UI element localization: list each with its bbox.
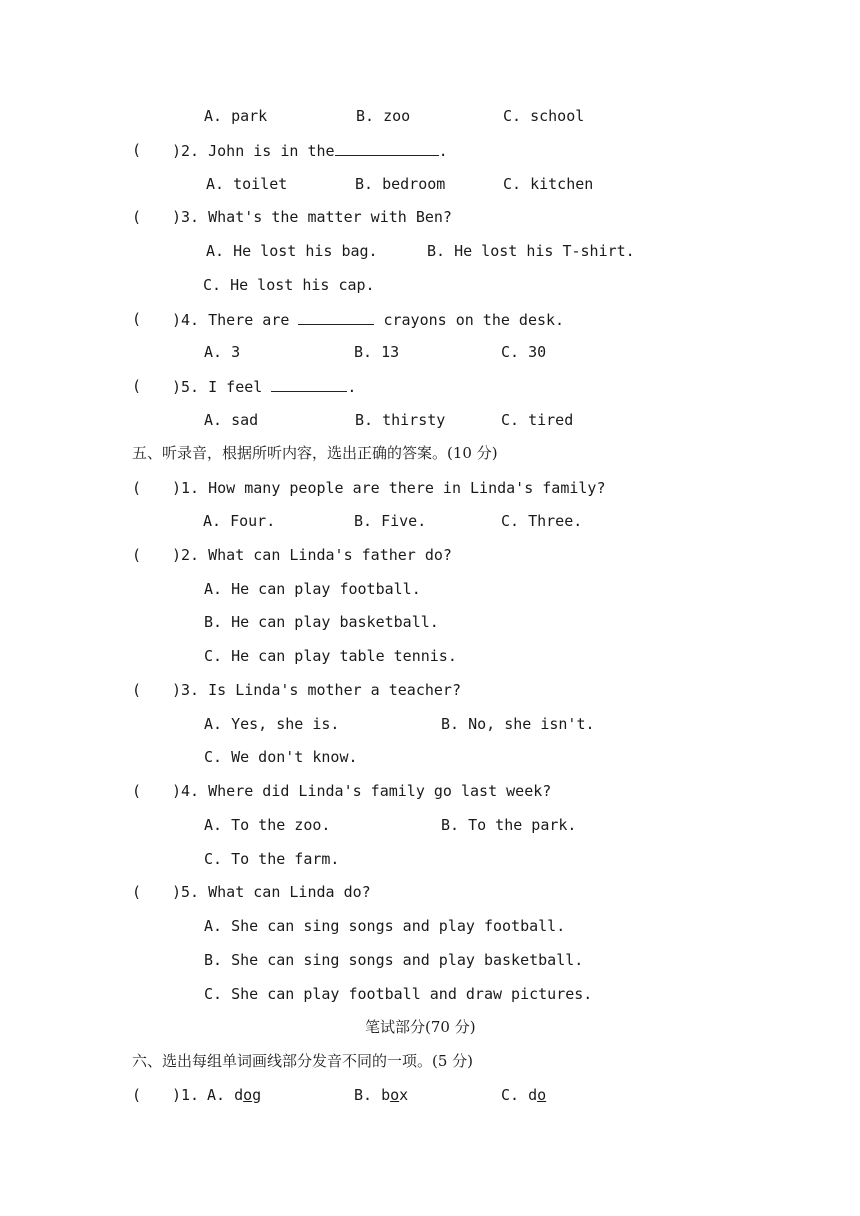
option-a: A. park xyxy=(204,107,268,125)
answer-paren: ( xyxy=(132,782,142,800)
answer-paren: ( xyxy=(132,883,142,901)
question-text: )2. What can Linda's father do? xyxy=(172,546,452,564)
option-c: C. He lost his cap. xyxy=(203,276,375,294)
question-number: )1. xyxy=(172,1086,200,1104)
question-text: )3. Is Linda's mother a teacher? xyxy=(172,681,461,699)
fill-blank[interactable] xyxy=(271,377,347,392)
question-text: )1. How many people are there in Linda's family? xyxy=(172,479,606,497)
option-c: C. kitchen xyxy=(503,175,594,193)
option-c: C. 30 xyxy=(501,343,547,361)
question-text: )4. Where did Linda's family go last week? xyxy=(172,782,552,800)
answer-paren: ( xyxy=(132,681,142,699)
option-b: B. zoo xyxy=(356,107,411,125)
option-a: A. sad xyxy=(204,411,259,429)
section-heading: 六、选出每组单词画线部分发音不同的一项。(5 分) xyxy=(132,1052,474,1070)
option-c: C. We don't know. xyxy=(204,748,358,766)
fill-blank[interactable] xyxy=(335,141,439,156)
option-b: B. Five. xyxy=(354,512,427,530)
option-a: A. Yes, she is. xyxy=(204,715,340,733)
option-c: C. Three. xyxy=(501,512,583,530)
option-b: B. She can sing songs and play basketball. xyxy=(204,951,584,969)
part-title: 笔试部分(70 分) xyxy=(365,1018,476,1036)
option-b: B. He lost his T-shirt. xyxy=(427,242,635,260)
answer-paren: ( xyxy=(132,377,142,395)
option-a: A. Four. xyxy=(203,512,276,530)
question-text: )5. I feel . xyxy=(172,378,357,396)
question-text: )3. What's the matter with Ben? xyxy=(172,208,452,226)
section-heading: 五、听录音，根据所听内容，选出正确的答案。(10 分) xyxy=(132,444,498,462)
option-a: A. He can play football. xyxy=(204,580,421,598)
option-a: A. dog xyxy=(207,1086,262,1104)
answer-paren: ( xyxy=(132,546,142,564)
option-c: C. To the farm. xyxy=(204,850,340,868)
option-b: B. bedroom xyxy=(355,175,446,193)
answer-paren: ( xyxy=(132,1086,142,1104)
option-b: B. box xyxy=(354,1086,409,1104)
question-text: )5. What can Linda do? xyxy=(172,883,371,901)
answer-paren: ( xyxy=(132,141,142,159)
option-b: B. He can play basketball. xyxy=(204,613,439,631)
option-b: B. 13 xyxy=(354,343,400,361)
answer-paren: ( xyxy=(132,479,142,497)
fill-blank[interactable] xyxy=(298,310,374,325)
option-c: C. He can play table tennis. xyxy=(204,647,457,665)
option-b: B. thirsty xyxy=(355,411,446,429)
option-c: C. She can play football and draw pictures. xyxy=(204,985,593,1003)
option-c: C. school xyxy=(503,107,585,125)
option-a: A. He lost his bag. xyxy=(206,242,378,260)
option-c: C. do xyxy=(501,1086,547,1104)
option-a: A. She can sing songs and play football. xyxy=(204,917,566,935)
option-c: C. tired xyxy=(501,411,574,429)
option-b: B. No, she isn't. xyxy=(441,715,595,733)
question-text: )2. John is in the . xyxy=(172,142,448,160)
option-a: A. toilet xyxy=(206,175,288,193)
option-a: A. 3 xyxy=(204,343,241,361)
option-a: A. To the zoo. xyxy=(204,816,331,834)
answer-paren: ( xyxy=(132,208,142,226)
answer-paren: ( xyxy=(132,310,142,328)
question-text: )4. There are crayons on the desk. xyxy=(172,311,565,329)
option-b: B. To the park. xyxy=(441,816,577,834)
